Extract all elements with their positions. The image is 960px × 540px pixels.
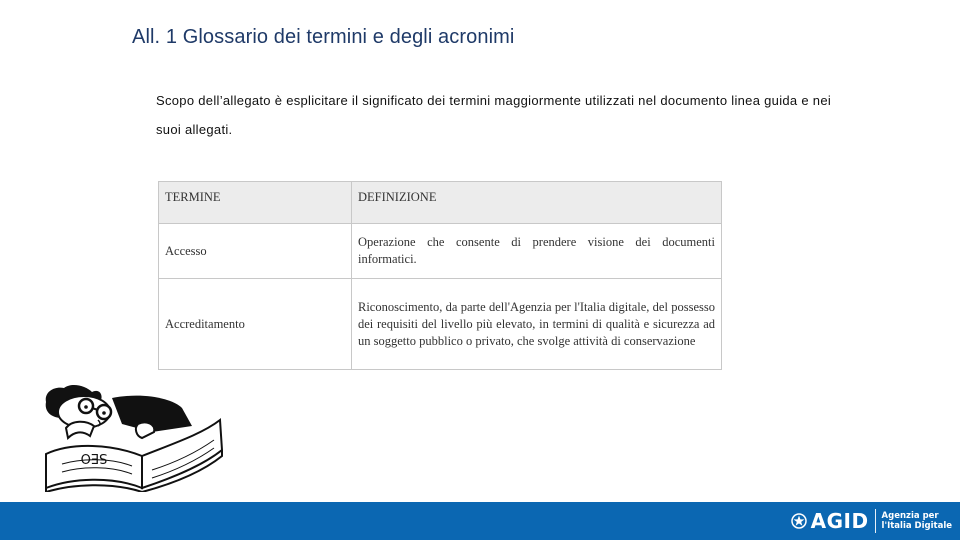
italy-emblem-icon (791, 513, 807, 529)
agid-logo (791, 508, 952, 534)
header-term: TERMINE (159, 182, 352, 224)
footer-bar (0, 502, 960, 540)
book-label: SEO (80, 450, 108, 465)
page-title: All. 1 Glossario dei termini e degli acronimi (132, 26, 515, 48)
definition-cell: Riconoscimento, da parte dell'Agenzia per l'Italia digitale, del possesso dei requisiti del livello più elevato, in termini di qualità e sicurezza ad un soggetto pubblico o privato, che svolge attività di conservazione (352, 279, 722, 370)
reading-cartoon-illustration (42, 384, 227, 492)
glossary-table (158, 182, 722, 370)
table-row (159, 224, 722, 279)
term-cell: Accreditamento (159, 279, 352, 370)
agid-subtitle-line1: Agenzia per (881, 511, 939, 521)
glossary-table-image (158, 181, 722, 372)
term-cell: Accesso (159, 224, 352, 279)
table-row (159, 279, 722, 370)
agid-subtitle-line2: l'Italia Digitale (881, 521, 952, 531)
logo-divider (875, 509, 876, 533)
intro-paragraph: Scopo dell’allegato è esplicitare il significato dei termini maggiormente utilizzati nel documento linea guida e nei suoi allegati. (156, 93, 832, 137)
header-definition: DEFINIZIONE (352, 182, 722, 224)
agid-logo-text: AGID (810, 509, 869, 533)
agid-logo-subtitle (882, 511, 952, 531)
definition-cell: Operazione che consente di prendere visione dei documenti informatici. (352, 224, 722, 279)
